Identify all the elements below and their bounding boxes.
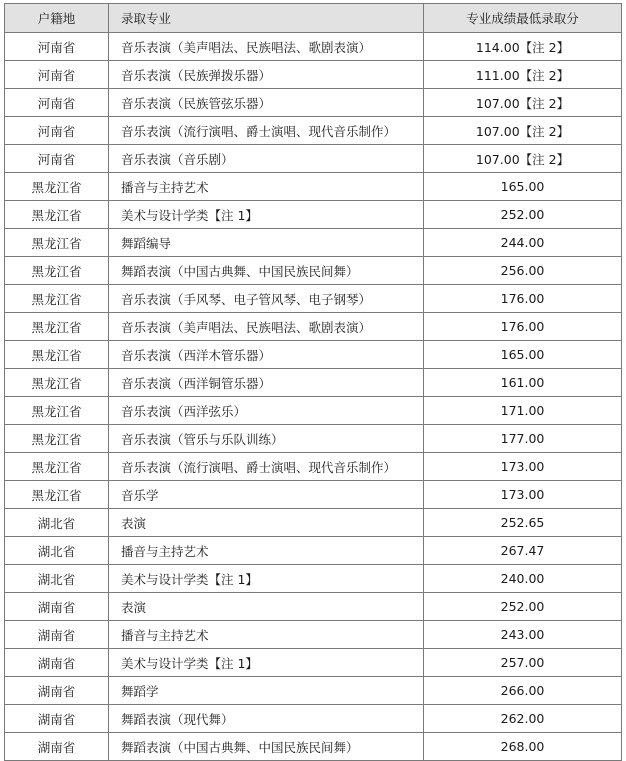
cell-major: 播音与主持艺术 bbox=[109, 537, 424, 565]
cell-origin: 黑龙江省 bbox=[5, 425, 109, 453]
table-row bbox=[5, 61, 622, 89]
cell-major: 音乐表演（音乐剧） bbox=[109, 145, 424, 173]
table-row bbox=[5, 229, 622, 257]
cell-origin: 河南省 bbox=[5, 33, 109, 61]
cell-score: 267.47 bbox=[424, 537, 622, 565]
table-row bbox=[5, 397, 622, 425]
header-score: 专业成绩最低录取分 bbox=[424, 4, 622, 33]
table-row bbox=[5, 369, 622, 397]
cell-origin: 河南省 bbox=[5, 89, 109, 117]
table-body bbox=[5, 33, 622, 761]
cell-score: 107.00【注 2】 bbox=[424, 117, 622, 145]
cell-origin: 黑龙江省 bbox=[5, 229, 109, 257]
cell-origin: 湖南省 bbox=[5, 677, 109, 705]
table-row bbox=[5, 481, 622, 509]
table-header-row bbox=[5, 4, 622, 33]
cell-major: 音乐学 bbox=[109, 481, 424, 509]
table-row bbox=[5, 145, 622, 173]
table-row bbox=[5, 341, 622, 369]
cell-score: 252.00 bbox=[424, 201, 622, 229]
cell-major: 音乐表演（西洋木管乐器） bbox=[109, 341, 424, 369]
cell-score: 268.00 bbox=[424, 733, 622, 761]
cell-origin: 湖北省 bbox=[5, 509, 109, 537]
cell-major: 音乐表演（民族弹拨乐器） bbox=[109, 61, 424, 89]
cell-score: 107.00【注 2】 bbox=[424, 145, 622, 173]
cell-origin: 黑龙江省 bbox=[5, 369, 109, 397]
cell-major: 音乐表演（西洋铜管乐器） bbox=[109, 369, 424, 397]
cell-origin: 黑龙江省 bbox=[5, 257, 109, 285]
header-origin: 户籍地 bbox=[5, 4, 109, 33]
cell-major: 舞蹈编导 bbox=[109, 229, 424, 257]
cell-origin: 黑龙江省 bbox=[5, 201, 109, 229]
table-row bbox=[5, 201, 622, 229]
cell-score: 165.00 bbox=[424, 341, 622, 369]
cell-origin: 黑龙江省 bbox=[5, 397, 109, 425]
cell-origin: 湖北省 bbox=[5, 565, 109, 593]
cell-major: 音乐表演（美声唱法、民族唱法、歌剧表演） bbox=[109, 33, 424, 61]
table-row bbox=[5, 425, 622, 453]
cell-major: 音乐表演（流行演唱、爵士演唱、现代音乐制作） bbox=[109, 117, 424, 145]
cell-score: 240.00 bbox=[424, 565, 622, 593]
cell-score: 262.00 bbox=[424, 705, 622, 733]
cell-origin: 湖南省 bbox=[5, 621, 109, 649]
table-row bbox=[5, 733, 622, 761]
cell-major: 音乐表演（民族管弦乐器） bbox=[109, 89, 424, 117]
cell-score: 114.00【注 2】 bbox=[424, 33, 622, 61]
cell-score: 173.00 bbox=[424, 453, 622, 481]
cell-major: 播音与主持艺术 bbox=[109, 173, 424, 201]
table-row bbox=[5, 257, 622, 285]
cell-origin: 湖南省 bbox=[5, 593, 109, 621]
cell-score: 252.65 bbox=[424, 509, 622, 537]
cell-major: 播音与主持艺术 bbox=[109, 621, 424, 649]
table-row bbox=[5, 509, 622, 537]
cell-origin: 黑龙江省 bbox=[5, 453, 109, 481]
cell-major: 表演 bbox=[109, 593, 424, 621]
cell-score: 244.00 bbox=[424, 229, 622, 257]
cell-origin: 黑龙江省 bbox=[5, 173, 109, 201]
table-row bbox=[5, 313, 622, 341]
admission-score-table bbox=[4, 3, 622, 761]
cell-major: 表演 bbox=[109, 509, 424, 537]
table-row bbox=[5, 453, 622, 481]
table-row bbox=[5, 173, 622, 201]
cell-origin: 湖北省 bbox=[5, 537, 109, 565]
cell-score: 161.00 bbox=[424, 369, 622, 397]
table-row bbox=[5, 285, 622, 313]
table-row bbox=[5, 621, 622, 649]
table-row bbox=[5, 677, 622, 705]
cell-major: 音乐表演（管乐与乐队训练） bbox=[109, 425, 424, 453]
cell-major: 美术与设计学类【注 1】 bbox=[109, 565, 424, 593]
cell-origin: 黑龙江省 bbox=[5, 285, 109, 313]
cell-score: 165.00 bbox=[424, 173, 622, 201]
cell-major: 音乐表演（美声唱法、民族唱法、歌剧表演） bbox=[109, 313, 424, 341]
cell-score: 111.00【注 2】 bbox=[424, 61, 622, 89]
cell-major: 音乐表演（流行演唱、爵士演唱、现代音乐制作） bbox=[109, 453, 424, 481]
cell-major: 音乐表演（西洋弦乐） bbox=[109, 397, 424, 425]
cell-origin: 河南省 bbox=[5, 145, 109, 173]
table-row bbox=[5, 537, 622, 565]
cell-origin: 黑龙江省 bbox=[5, 341, 109, 369]
admission-score-table-container bbox=[4, 3, 622, 761]
table-row bbox=[5, 565, 622, 593]
cell-origin: 河南省 bbox=[5, 117, 109, 145]
cell-major: 美术与设计学类【注 1】 bbox=[109, 201, 424, 229]
cell-score: 176.00 bbox=[424, 285, 622, 313]
cell-score: 257.00 bbox=[424, 649, 622, 677]
cell-origin: 黑龙江省 bbox=[5, 313, 109, 341]
cell-score: 177.00 bbox=[424, 425, 622, 453]
cell-major: 音乐表演（手风琴、电子管风琴、电子钢琴） bbox=[109, 285, 424, 313]
cell-major: 舞蹈表演（现代舞） bbox=[109, 705, 424, 733]
cell-origin: 湖南省 bbox=[5, 733, 109, 761]
cell-major: 美术与设计学类【注 1】 bbox=[109, 649, 424, 677]
table-row bbox=[5, 117, 622, 145]
cell-major: 舞蹈学 bbox=[109, 677, 424, 705]
cell-score: 256.00 bbox=[424, 257, 622, 285]
table-row bbox=[5, 593, 622, 621]
cell-score: 266.00 bbox=[424, 677, 622, 705]
cell-score: 243.00 bbox=[424, 621, 622, 649]
cell-origin: 河南省 bbox=[5, 61, 109, 89]
cell-origin: 湖南省 bbox=[5, 649, 109, 677]
table-row bbox=[5, 89, 622, 117]
cell-score: 171.00 bbox=[424, 397, 622, 425]
cell-score: 107.00【注 2】 bbox=[424, 89, 622, 117]
cell-score: 176.00 bbox=[424, 313, 622, 341]
cell-origin: 湖南省 bbox=[5, 705, 109, 733]
cell-score: 252.00 bbox=[424, 593, 622, 621]
cell-major: 舞蹈表演（中国古典舞、中国民族民间舞） bbox=[109, 733, 424, 761]
table-row bbox=[5, 705, 622, 733]
cell-origin: 黑龙江省 bbox=[5, 481, 109, 509]
header-major: 录取专业 bbox=[109, 4, 424, 33]
table-row bbox=[5, 33, 622, 61]
table-row bbox=[5, 649, 622, 677]
cell-score: 173.00 bbox=[424, 481, 622, 509]
cell-major: 舞蹈表演（中国古典舞、中国民族民间舞） bbox=[109, 257, 424, 285]
